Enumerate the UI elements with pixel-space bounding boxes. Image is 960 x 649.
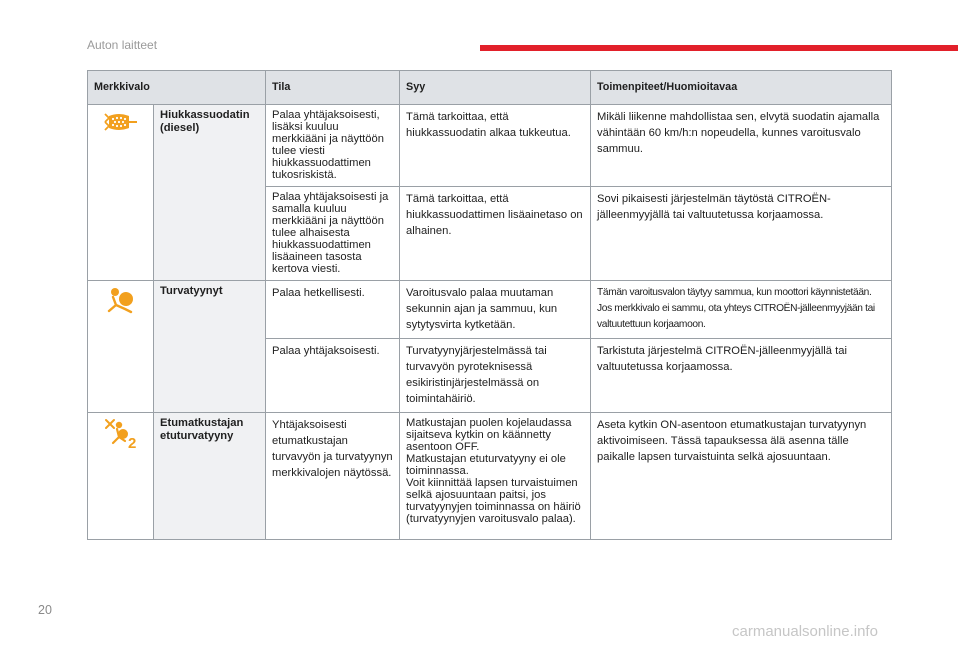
airbag-icon-cell bbox=[88, 281, 154, 413]
table-row bbox=[88, 413, 892, 540]
state-cell: Palaa yhtäjaksoisesti, lisäksi kuuluu merkkiääni ja näyttöön tulee viesti hiukkassuodattimen tukosriskistä. bbox=[266, 105, 400, 187]
light-name: Hiukkassuodatin (diesel) bbox=[154, 105, 266, 281]
cause-cell: Turvatyynyjärjestelmässä tai turvavyön pyroteknisessä esikiristinjärjestelmässä on toimintahäiriö. bbox=[400, 339, 591, 413]
column-header-syy: Syy bbox=[400, 71, 591, 105]
passenger-airbag-off-icon bbox=[103, 417, 139, 451]
column-header-toimenpiteet: Toimenpiteet/Huomioitavaa bbox=[591, 71, 892, 105]
state-cell: Palaa hetkellisesti. bbox=[266, 281, 400, 339]
table-row bbox=[88, 105, 892, 187]
state-cell: Palaa yhtäjaksoisesti ja samalla kuuluu merkkiääni ja näyttöön tulee alhaisesta hiukkassuodattimen lisäaineen tasosta kertova viesti. bbox=[266, 187, 400, 281]
action-cell: Sovi pikaisesti järjestelmän täytöstä CITROËN-jälleenmyyjällä tai valtuutetussa korjaamossa. bbox=[591, 187, 892, 281]
cause-cell: Tämä tarkoittaa, että hiukkassuodattimen lisäainetaso on alhainen. bbox=[400, 187, 591, 281]
header-accent-bar bbox=[480, 45, 958, 51]
action-cell: Mikäli liikenne mahdollistaa sen, elvytä suodatin ajamalla vähintään 60 km/h:n nopeudella, kunnes varoitusvalo sammuu. bbox=[591, 105, 892, 187]
action-cell: Tämän varoitusvalon täytyy sammua, kun moottori käynnistetään. Jos merkkivalo ei sammu, ota yhteys CITROËN-jälleenmyyjään tai valtuutettuun korjaamoon. bbox=[591, 281, 892, 339]
warning-lights-table bbox=[87, 70, 892, 540]
watermark: carmanualsonline.info bbox=[732, 623, 878, 640]
passenger-airbag-icon-cell bbox=[88, 413, 154, 540]
cause-cell: Matkustajan puolen kojelaudassa sijaitseva kytkin on käännetty asentoon OFF. Matkustajan etuturvatyyny ei ole toiminnassa. Voit kiinnittää lapsen turvaistuimen selkä ajosuuntaan paitsi, jos turvatyynyjen toiminnassa on häiriö (turvatyynyjen varoitusvalo palaa). bbox=[400, 413, 591, 540]
cause-cell: Varoitusvalo palaa muutaman sekunnin ajan ja sammuu, kun sytytysvirta kytketään. bbox=[400, 281, 591, 339]
light-name: Turvatyynyt bbox=[154, 281, 266, 413]
cause-cell: Tämä tarkoittaa, että hiukkassuodatin alkaa tukkeutua. bbox=[400, 105, 591, 187]
column-header-tila: Tila bbox=[266, 71, 400, 105]
column-header-merkkivalo: Merkkivalo bbox=[88, 71, 266, 105]
section-title: Auton laitteet bbox=[87, 38, 158, 52]
page-number: 20 bbox=[38, 603, 52, 617]
state-cell: Palaa yhtäjaksoisesti. bbox=[266, 339, 400, 413]
action-cell: Tarkistuta järjestelmä CITROËN-jälleenmyyjällä tai valtuutetussa korjaamossa. bbox=[591, 339, 892, 413]
light-name: Etumatkustajan etuturvatyyny bbox=[154, 413, 266, 540]
action-cell: Aseta kytkin ON-asentoon etumatkustajan turvatyynyn aktivoimiseen. Tässä tapauksessa älä asenna tälle paikalle lapsen turvaistuinta selkä ajosuuntaan. bbox=[591, 413, 892, 540]
table-header-row bbox=[88, 71, 892, 105]
state-cell: Yhtäjaksoisesti etumatkustajan turvavyön ja turvatyynyn merkkivalojen näytössä. bbox=[266, 413, 400, 540]
airbag-icon bbox=[104, 285, 138, 315]
svg-text:2: 2 bbox=[127, 435, 136, 451]
table-row bbox=[88, 281, 892, 339]
diesel-filter-icon bbox=[101, 109, 141, 135]
diesel-filter-icon-cell bbox=[88, 105, 154, 281]
